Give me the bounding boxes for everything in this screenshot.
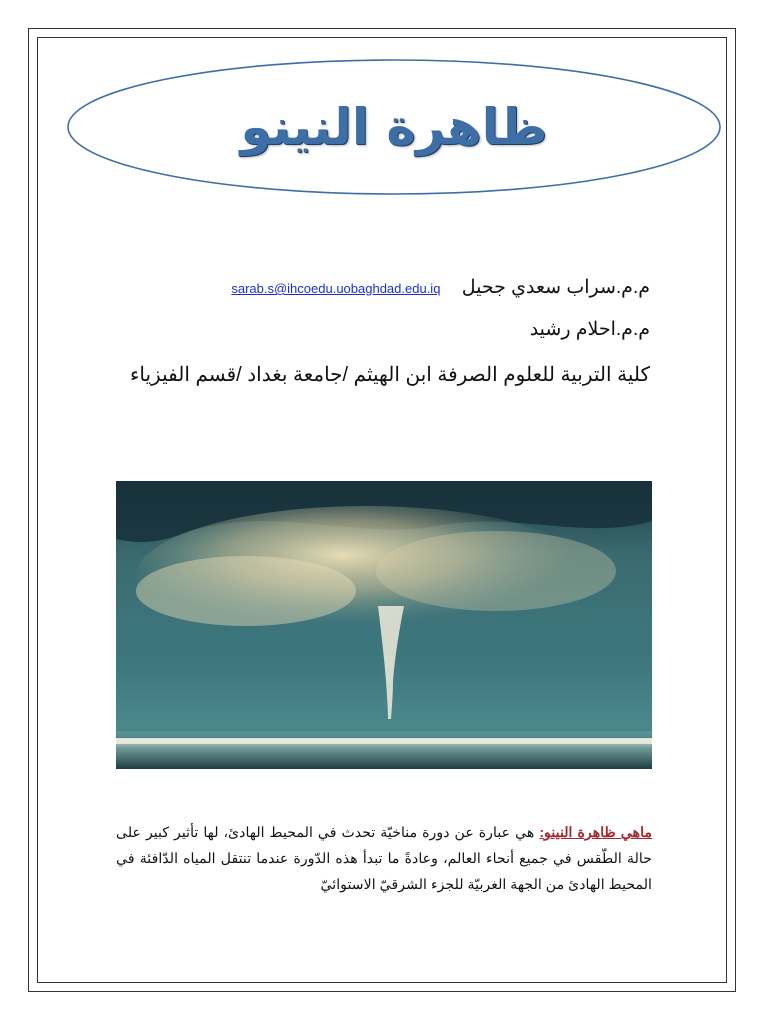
page-title: ظاهرة النينو <box>240 98 548 156</box>
author-1-name: م.م.سراب سعدي جحيل <box>461 277 650 298</box>
author-1-email-link[interactable]: sarab.s@ihcoedu.uobaghdad.edu.iq <box>231 281 441 296</box>
definition-text: هي عبارة عن دورة مناخيّة تحدث في المحيط الهادئ، لها تأثير كبير على حالة الطّقس في جميع أنحاء العالم، وعادةً ما تبدأ هذه الدّورة عندما تنتقل المياه الدّافئة في المحيط الهادئ من الجهة الغربيّة للجزء الشرقيّ الاستوائيّ <box>116 825 652 893</box>
el-nino-definition-paragraph <box>116 820 652 898</box>
affiliation: كلية التربية للعلوم الصرفة ابن الهيثم /جامعة بغداد /قسم الفيزياء <box>129 364 650 386</box>
title-banner <box>66 58 722 196</box>
author-line-1 <box>231 276 650 299</box>
author-2-name: م.م.احلام رشيد <box>529 319 650 340</box>
definition-term: ماهي ظاهرة النينو: <box>539 825 652 841</box>
waterspout-photo <box>116 481 652 769</box>
